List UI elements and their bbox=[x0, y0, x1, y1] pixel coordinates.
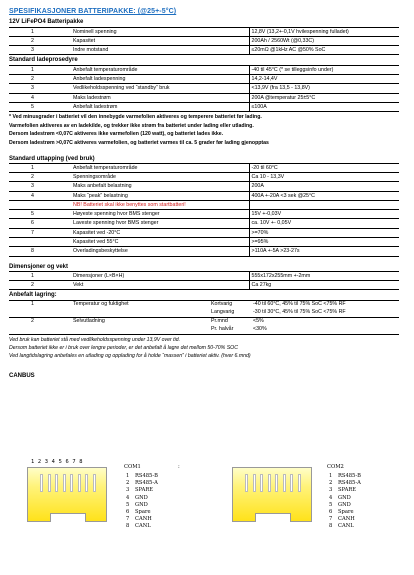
note-line: * Ved minusgrader i batteriet vil den innebygde varmefolien aktiveres og temperere batteriet før lading. bbox=[9, 114, 262, 121]
table-row bbox=[9, 228, 399, 237]
pin-label: Spare bbox=[338, 509, 354, 516]
lagring-notes bbox=[9, 337, 409, 362]
row-value: 200A bbox=[249, 182, 399, 191]
row-description: Anbefalt ladestrøm bbox=[71, 102, 249, 111]
lade-heading: Standard ladeprosedyre bbox=[9, 57, 78, 64]
row-value: 555x172x255mm +-2mm bbox=[249, 271, 399, 280]
lagring-table bbox=[9, 300, 399, 335]
row-description: Anbefalt temperaturområde bbox=[71, 163, 249, 172]
row-description: Maks anbefalt belastning bbox=[71, 182, 249, 191]
pin-number: 4 bbox=[126, 494, 130, 501]
pin-number: 1 bbox=[329, 473, 333, 479]
row-number: 3 bbox=[9, 46, 71, 55]
note-line: Dersom ladestrøm <0,07C aktiveres ikke varmefolien (120 watt), og batteriet lades ikke. bbox=[9, 131, 224, 138]
table-row bbox=[9, 300, 399, 309]
pin-row bbox=[329, 523, 361, 530]
row-number: 8 bbox=[9, 247, 71, 256]
row-number: 1 bbox=[9, 271, 71, 280]
pin-label: SPARE bbox=[338, 487, 357, 494]
row-number: 2 bbox=[9, 281, 71, 290]
row-value: <13,9V (fra 13,5 - 13,8V) bbox=[249, 84, 399, 93]
row-description: Anbefalt ladespenning bbox=[71, 74, 249, 83]
row-description: Høyeste spenning hvor BMS stenger bbox=[71, 210, 249, 219]
row-value: 400A +-20A <3 sek @25°C bbox=[249, 191, 399, 200]
table-row bbox=[9, 93, 399, 102]
row-value: Ca 27kg bbox=[249, 281, 399, 290]
row-value: <30% bbox=[251, 326, 399, 335]
row-number bbox=[9, 326, 71, 335]
com2-pin-list bbox=[329, 473, 361, 531]
row-description: Dimensjoner (L×B×H) bbox=[71, 271, 249, 280]
row-description: Vekt bbox=[71, 281, 249, 290]
table-row bbox=[9, 247, 399, 256]
com1-title: COM1 bbox=[124, 464, 141, 470]
pin-label: RS485-A bbox=[135, 480, 158, 487]
battery-table bbox=[9, 27, 399, 56]
row-number: 7 bbox=[9, 228, 71, 237]
table-row bbox=[9, 210, 399, 219]
row-description: Nominell spenning bbox=[71, 27, 249, 36]
pin-row bbox=[329, 502, 361, 509]
table-row bbox=[9, 46, 399, 55]
table-row bbox=[9, 326, 399, 335]
pin-row bbox=[126, 487, 158, 494]
row-description: Kapasitet bbox=[71, 36, 249, 45]
table-row bbox=[9, 238, 399, 247]
pin-label: CANH bbox=[338, 516, 355, 523]
row-description: Anbefalt temperaturområde bbox=[71, 65, 249, 74]
row-value: <5% bbox=[251, 317, 399, 326]
dimensjoner-table bbox=[9, 271, 399, 291]
row-description: Selvutladning bbox=[71, 317, 209, 326]
row-value: 14,2-14,4V bbox=[249, 74, 399, 83]
row-description: NB! Batteriet skal ikke benyttes som startbatteri! bbox=[71, 200, 249, 209]
pin-row bbox=[126, 502, 158, 509]
row-number bbox=[9, 309, 71, 318]
pin-label: GND bbox=[338, 501, 351, 508]
canbus-heading: CANBUS bbox=[9, 372, 35, 379]
pin-label: SPARE bbox=[135, 487, 154, 494]
row-description bbox=[71, 326, 209, 335]
pin-number: 8 bbox=[126, 523, 130, 530]
pin-label: RS485-B bbox=[135, 473, 158, 479]
pin-row bbox=[126, 480, 158, 487]
jack-pins bbox=[245, 474, 301, 492]
lade-table bbox=[9, 65, 399, 112]
row-value: >110A +-5A >23-27s bbox=[249, 247, 399, 256]
row-subcategory: Pr. halvår bbox=[209, 326, 251, 335]
pin-number: 1 bbox=[126, 473, 130, 479]
row-value: ≤100A bbox=[249, 102, 399, 111]
row-value: Ca 10 - 13,3V bbox=[249, 173, 399, 182]
table-row bbox=[9, 281, 399, 290]
pin-number: 6 bbox=[126, 509, 130, 516]
row-number: 2 bbox=[9, 74, 71, 83]
row-value: 15V +-0,03V bbox=[249, 210, 399, 219]
pin-number: 7 bbox=[126, 516, 130, 523]
table-row bbox=[9, 84, 399, 93]
row-value: -20 til 60°C bbox=[249, 163, 399, 172]
table-row bbox=[9, 27, 399, 36]
row-number: 2 bbox=[9, 36, 71, 45]
pin-label: CANH bbox=[135, 516, 152, 523]
row-number: 1 bbox=[9, 163, 71, 172]
pin-row bbox=[329, 509, 361, 516]
battery-heading: 12V LiFePO4 Batteripakke bbox=[9, 19, 84, 26]
table-row bbox=[9, 219, 399, 228]
rj45-jack-left bbox=[27, 467, 107, 522]
row-number: 5 bbox=[9, 210, 71, 219]
table-row bbox=[9, 191, 399, 200]
row-value: -30 til 30°C, 45% til 75% SoC <75% RF bbox=[253, 309, 346, 316]
row-value: >=70% bbox=[249, 228, 399, 237]
row-value: -40 til 45°C (* se tilleggsinfo under) bbox=[249, 65, 399, 74]
table-row bbox=[9, 163, 399, 172]
row-number bbox=[9, 200, 71, 209]
row-description: Kapasitet ved -20°C bbox=[71, 228, 249, 237]
pin-number: 3 bbox=[126, 487, 130, 494]
table-row bbox=[9, 317, 399, 326]
spec-page bbox=[9, 8, 409, 380]
uttapping-heading: Standard uttapping (ved bruk) bbox=[9, 155, 95, 162]
row-number: 2 bbox=[9, 173, 71, 182]
row-value: 12,8V (13,2+-0,1V hvilespenning fulladet) bbox=[249, 27, 399, 36]
jack-notch bbox=[50, 513, 86, 522]
table-row bbox=[9, 271, 399, 280]
pin-number: 3 bbox=[329, 487, 333, 494]
table-row bbox=[9, 309, 399, 318]
pin-label: CANL bbox=[135, 523, 151, 530]
row-number: 2 bbox=[9, 317, 71, 326]
pin-number: 6 bbox=[329, 509, 333, 516]
row-number: 1 bbox=[9, 65, 71, 74]
pin-label: GND bbox=[135, 501, 148, 508]
com2-title: COM2 bbox=[327, 464, 344, 470]
row-value: -40 til 60°C, 45% til 75% SoC <75% RF bbox=[251, 300, 399, 309]
pin-number: 5 bbox=[126, 501, 130, 508]
pin-label: GND bbox=[338, 494, 351, 501]
row-description: Maks “peak” belastning bbox=[71, 191, 249, 200]
jack-notch bbox=[255, 513, 291, 522]
row-number: 3 bbox=[9, 182, 71, 191]
pin-number: 2 bbox=[126, 480, 130, 487]
pin-number: 8 bbox=[329, 523, 333, 530]
rj45-jack-right bbox=[232, 467, 312, 522]
pin-label: CANL bbox=[338, 523, 354, 530]
row-number: 1 bbox=[9, 300, 71, 309]
pin-number: 4 bbox=[329, 494, 333, 501]
pin-number: 5 bbox=[329, 501, 333, 508]
row-value: 200A @temperatur 25±5°C bbox=[249, 93, 399, 102]
note-line: Varmefolien aktiveres av en ladekilde, og trekker ikke strøm fra batteriet under lading eller utlading. bbox=[9, 122, 254, 129]
row-value: >=95% bbox=[249, 238, 399, 247]
row-number: 4 bbox=[9, 191, 71, 200]
row-description: Laveste spenning hvor BMS stenger bbox=[71, 219, 249, 228]
row-description: Maks ladestrøm bbox=[71, 93, 249, 102]
row-description: Indre motstand bbox=[71, 46, 249, 55]
table-row bbox=[9, 200, 399, 209]
pin-row bbox=[126, 495, 158, 502]
note-line: Dersom ladestrøm >0,07C aktiveres varmefolien, og batteriet varmes til ca. 5 grader før lading gjenopptas bbox=[9, 139, 269, 146]
table-row bbox=[9, 173, 399, 182]
pin-row bbox=[329, 473, 361, 480]
com-separator: : bbox=[178, 464, 180, 470]
pin-row bbox=[126, 516, 158, 523]
row-number: 6 bbox=[9, 219, 71, 228]
row-number: 5 bbox=[9, 102, 71, 111]
table-row bbox=[9, 36, 399, 45]
row-number: 1 bbox=[9, 27, 71, 36]
row-subcategory: Kortvarig bbox=[209, 300, 251, 309]
row-description: Vedlikeholdsspenning ved “standby” bruk bbox=[71, 84, 249, 93]
table-row bbox=[9, 182, 399, 191]
pin-label: GND bbox=[135, 494, 148, 501]
jack-pins bbox=[40, 474, 96, 492]
note-line: Ved langtidslagring anbefales en utlading og opplading for å holde “massen” i batteriet aktiv. (hver 6.mnd) bbox=[9, 353, 251, 360]
pin-number: 7 bbox=[329, 516, 333, 523]
com1-pin-list bbox=[126, 473, 158, 531]
lade-notes bbox=[9, 114, 409, 148]
row-description bbox=[71, 309, 209, 318]
row-number: 4 bbox=[9, 93, 71, 102]
pin-row bbox=[329, 487, 361, 494]
pin-number: 2 bbox=[329, 480, 333, 487]
note-line: Ved bruk kan batteriet stå med vedlikeholdsspenning under 13,9V over tid. bbox=[9, 336, 181, 343]
pin-row bbox=[126, 473, 158, 480]
row-description: Temperatur og fuktighet bbox=[71, 300, 209, 309]
row-number bbox=[9, 238, 71, 247]
row-value: ca. 10V +- 0,05V bbox=[249, 219, 399, 228]
table-row bbox=[9, 65, 399, 74]
note-line: Dersom batteriet ikke er i bruk over lengre perioder, er det anbefalt å lagre det mellom 50-70% SOC bbox=[9, 345, 238, 352]
pin-row bbox=[126, 509, 158, 516]
pin-row bbox=[329, 480, 361, 487]
pin-label: Spare bbox=[135, 509, 151, 516]
page-title: SPESIFIKASJONER BATTERIPAKKE: (@25+-5°C) bbox=[9, 8, 177, 15]
row-value: 200Ah / 2560Wt (@0,33C) bbox=[249, 36, 399, 45]
dimensjoner-heading: Dimensjoner og vekt bbox=[9, 263, 69, 270]
table-row bbox=[9, 74, 399, 83]
lagring-heading: Anbefalt lagring: bbox=[9, 292, 57, 299]
row-subcategory: Langvarig bbox=[211, 309, 235, 316]
pin-label: RS485-A bbox=[338, 480, 361, 487]
row-number: 3 bbox=[9, 84, 71, 93]
pin-numbers: 1 2 3 4 5 6 7 8 bbox=[31, 459, 83, 465]
row-description: Spenningsområde bbox=[71, 173, 249, 182]
pin-label: RS485-B bbox=[338, 473, 361, 479]
row-value bbox=[249, 200, 399, 209]
uttapping-table bbox=[9, 163, 399, 257]
pin-row bbox=[329, 495, 361, 502]
row-subcategory: Pr.mnd bbox=[209, 317, 251, 326]
pin-row bbox=[329, 516, 361, 523]
row-value: ≤20mΩ @1kHz AC @50% SoC bbox=[249, 46, 399, 55]
table-row bbox=[9, 102, 399, 111]
pin-row bbox=[126, 523, 158, 530]
row-description: Kapasitet ved 55°C bbox=[71, 238, 249, 247]
row-description: Overladingsbeskyttelse bbox=[71, 247, 249, 256]
